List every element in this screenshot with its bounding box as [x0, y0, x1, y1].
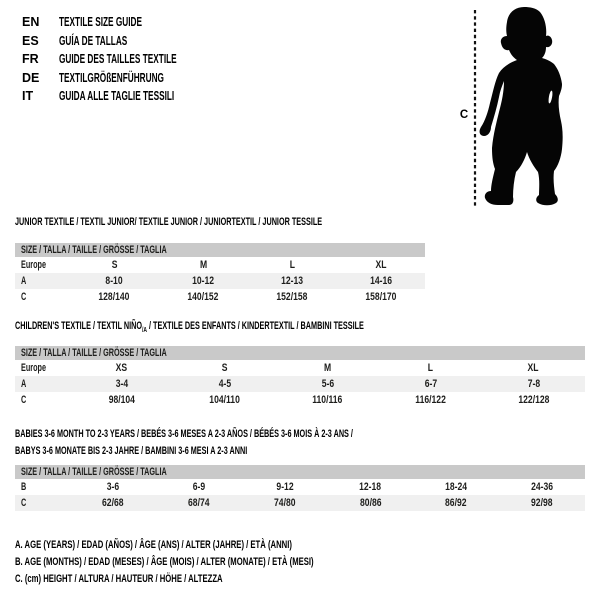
- size-cell-text: 5-6: [321, 378, 334, 390]
- row-label-text: C: [21, 497, 27, 509]
- section-title-line: [15, 443, 527, 460]
- size-cell: [276, 360, 379, 376]
- size-cell-text: 14-16: [369, 275, 392, 287]
- footnote-text: A. AGE (YEARS) / EDAD (AÑOS) / ÂGE (ANS) / ALTER (JAHRE) / ETÀ (ANNI): [15, 539, 292, 551]
- language-code: ES: [22, 33, 39, 48]
- language-guide-title-text: TEXTILGRÖßENFÜHRUNG: [59, 70, 164, 85]
- size-cell: [499, 479, 585, 495]
- language-guide-title: [59, 50, 237, 69]
- size-cell-text: 116/122: [415, 394, 446, 406]
- title-part: CHILDREN'S TEXTILE / TEXTIL NIÑO: [15, 320, 143, 332]
- size-cell-text: 3-4: [115, 378, 128, 390]
- section-title-line: [15, 320, 544, 337]
- size-cell-text: 128/140: [98, 291, 130, 303]
- size-cell: [70, 289, 159, 305]
- language-item: [22, 50, 237, 69]
- section-title-babies: [15, 426, 527, 460]
- size-cell-text: 98/104: [108, 394, 135, 406]
- section-title-line: [15, 216, 480, 229]
- size-table-row: [15, 376, 585, 392]
- size-cell: [482, 392, 585, 408]
- size-cell: [413, 479, 499, 495]
- baby-silhouette: [480, 7, 563, 205]
- size-cell: [336, 289, 425, 305]
- row-label: [15, 360, 70, 376]
- size-cell: [173, 376, 276, 392]
- size-cell-text: 104/110: [209, 394, 240, 406]
- language-code: IT: [22, 89, 34, 103]
- section-title-junior: [15, 216, 480, 229]
- language-code: EN: [22, 15, 40, 29]
- size-cell: [248, 273, 337, 289]
- row-label: [15, 273, 70, 289]
- language-item: [22, 87, 237, 106]
- size-table-row: [15, 392, 585, 408]
- size-cell: [70, 273, 159, 289]
- footnote-text: C. (cm) HEIGHT / ALTURA / HAUTEUR / HÖHE / ALTEZZA: [15, 573, 223, 586]
- language-guide-title: [59, 13, 185, 32]
- language-guide-title-text: TEXTILE SIZE GUIDE: [59, 15, 142, 29]
- row-label-text: B: [21, 481, 27, 493]
- size-cell-text: S: [111, 259, 118, 271]
- section-title-text: [15, 320, 364, 337]
- size-cell-text: 12-13: [280, 275, 303, 287]
- size-cell-text: M: [199, 259, 207, 271]
- size-cell: [70, 257, 159, 273]
- section-title-text: [15, 426, 353, 443]
- size-cell-text: 80/86: [359, 497, 382, 509]
- size-cell-text: M: [323, 362, 332, 374]
- row-label-text: A: [21, 378, 27, 390]
- row-label: [15, 257, 70, 273]
- size-cell-text: 10-12: [192, 275, 215, 287]
- size-cell: [70, 392, 173, 408]
- footnote-line: [15, 537, 442, 554]
- size-cell: [248, 289, 337, 305]
- size-cell-text: XL: [528, 362, 539, 374]
- language-code: FR: [22, 52, 39, 66]
- babies-size-table: [15, 465, 585, 511]
- size-cell: [173, 392, 276, 408]
- size-cell: [248, 257, 337, 273]
- size-cell-text: 18-24: [445, 481, 468, 493]
- section-title-line: [15, 426, 527, 443]
- size-cell-text: 4-5: [218, 378, 231, 390]
- size-table-row: [15, 479, 585, 495]
- junior-size-table: [15, 243, 425, 305]
- size-cell: [276, 392, 379, 408]
- size-cell-text: S: [221, 362, 228, 374]
- size-table-row: [15, 289, 425, 305]
- row-label-text: Europe: [21, 259, 47, 271]
- size-cell: [413, 495, 499, 511]
- size-table-row: [15, 257, 425, 273]
- section-title-text: [15, 443, 247, 460]
- size-cell: [379, 392, 482, 408]
- language-title-list: [22, 13, 237, 106]
- size-cell-text: XL: [375, 259, 387, 271]
- size-cell-text: 12-18: [359, 481, 382, 493]
- size-cell-text: XS: [115, 362, 128, 374]
- language-guide-title: [59, 87, 234, 106]
- row-label-text: Europe: [21, 362, 47, 374]
- size-cell: [70, 376, 173, 392]
- language-item: [22, 13, 237, 32]
- size-cell-text: 158/170: [365, 291, 397, 303]
- size-table-row: [15, 273, 425, 289]
- height-label-c: C: [459, 109, 469, 121]
- title-part: BABIES 3-6 MONTH TO 2-3 YEARS / BEBÉS 3-6 MESES A 2-3 AÑOS / BÉBÉS 3-6 MOIS À 2-3 ANS /: [15, 428, 353, 440]
- section-title-children: [15, 320, 544, 337]
- size-header-text: SIZE / TALLA / TAILLE / GRÖSSE / TAGLIA: [21, 244, 167, 256]
- size-cell: [336, 273, 425, 289]
- language-item: [22, 32, 237, 51]
- row-label: [15, 479, 70, 495]
- size-cell-text: 86/92: [445, 497, 467, 509]
- size-cell-text: 122/128: [517, 394, 550, 406]
- size-header-bar: [15, 346, 585, 360]
- size-cell: [159, 289, 248, 305]
- language-guide-title-text: GUÍA DE TALLAS: [59, 33, 128, 48]
- size-cell: [159, 273, 248, 289]
- size-cell-text: 7-8: [527, 378, 540, 390]
- row-label: [15, 376, 70, 392]
- size-cell: [70, 495, 156, 511]
- measurement-footnotes: [15, 537, 442, 589]
- title-subscript: /A: [142, 325, 147, 335]
- size-cell-text: 152/158: [276, 291, 308, 303]
- size-cell-text: 24-36: [531, 481, 554, 493]
- row-label: [15, 495, 70, 511]
- size-cell-text: 9-12: [275, 481, 294, 493]
- size-cell-text: 68/74: [187, 497, 210, 509]
- size-table-row: [15, 360, 585, 376]
- size-cell-text: 92/98: [531, 497, 553, 509]
- size-cell: [482, 360, 585, 376]
- size-header-text: SIZE / TALLA / TAILLE / GRÖSSE / TAGLIA: [21, 466, 167, 478]
- size-cell: [70, 479, 156, 495]
- size-cell: [327, 479, 413, 495]
- title-part: JUNIOR TEXTILE / TEXTIL JUNIOR/ TEXTILE JUNIOR / JUNIORTEXTIL / JUNIOR TESSILE: [15, 216, 323, 228]
- row-label-text: C: [21, 291, 27, 303]
- size-cell-text: 3-6: [106, 481, 120, 493]
- size-cell: [173, 360, 276, 376]
- size-cell: [156, 479, 242, 495]
- language-code: DE: [22, 70, 40, 85]
- size-cell-text: 62/68: [102, 497, 124, 509]
- size-cell: [242, 479, 328, 495]
- language-guide-title: [59, 69, 218, 88]
- size-cell-text: 8-10: [105, 275, 123, 287]
- title-part: BABYS 3-6 MONATE BIS 2-3 JAHRE / BAMBINI 3-6 MESI A 2-3 ANNI: [15, 445, 248, 457]
- size-header-bar: [15, 465, 585, 479]
- size-cell-text: 110/116: [312, 394, 343, 406]
- size-table-row: [15, 495, 585, 511]
- title-part: / TEXTILE DES ENFANTS / KINDERTEXTIL / BAMBINI TESSILE: [146, 320, 364, 332]
- size-header-text: SIZE / TALLA / TAILLE / GRÖSSE / TAGLIA: [21, 347, 167, 359]
- size-cell: [482, 376, 585, 392]
- language-guide-title-text: GUIDE DES TAILLES TEXTILE: [59, 52, 177, 66]
- size-header-bar: [15, 243, 425, 257]
- size-cell: [336, 257, 425, 273]
- footnote-line: [15, 571, 442, 588]
- size-cell: [327, 495, 413, 511]
- language-guide-title: [59, 32, 162, 51]
- size-cell: [379, 360, 482, 376]
- row-label-text: A: [21, 275, 27, 287]
- size-cell: [379, 376, 482, 392]
- size-cell-text: 6-7: [424, 378, 437, 390]
- size-cell-text: 74/80: [273, 497, 296, 509]
- row-label-text: C: [21, 394, 27, 406]
- size-cell: [70, 360, 173, 376]
- size-cell-text: 6-9: [192, 481, 205, 493]
- section-title-text: [15, 216, 322, 229]
- size-cell: [242, 495, 328, 511]
- language-item: [22, 69, 237, 88]
- size-cell: [156, 495, 242, 511]
- footnote-line: [15, 554, 442, 571]
- row-label: [15, 289, 70, 305]
- row-label: [15, 392, 70, 408]
- children-size-table: [15, 346, 585, 408]
- language-guide-title-text: GUIDA ALLE TAGLIE TESSILI: [59, 89, 175, 103]
- size-cell-text: 140/152: [187, 291, 219, 303]
- size-cell: [499, 495, 585, 511]
- size-cell-text: L: [427, 362, 434, 374]
- footnote-text: B. AGE (MONTHS) / EDAD (MESES) / ÂGE (MOIS) / ALTER (MONATE) / ETÀ (MESI): [15, 556, 314, 569]
- size-cell: [276, 376, 379, 392]
- size-cell-text: L: [289, 259, 295, 271]
- size-cell: [159, 257, 248, 273]
